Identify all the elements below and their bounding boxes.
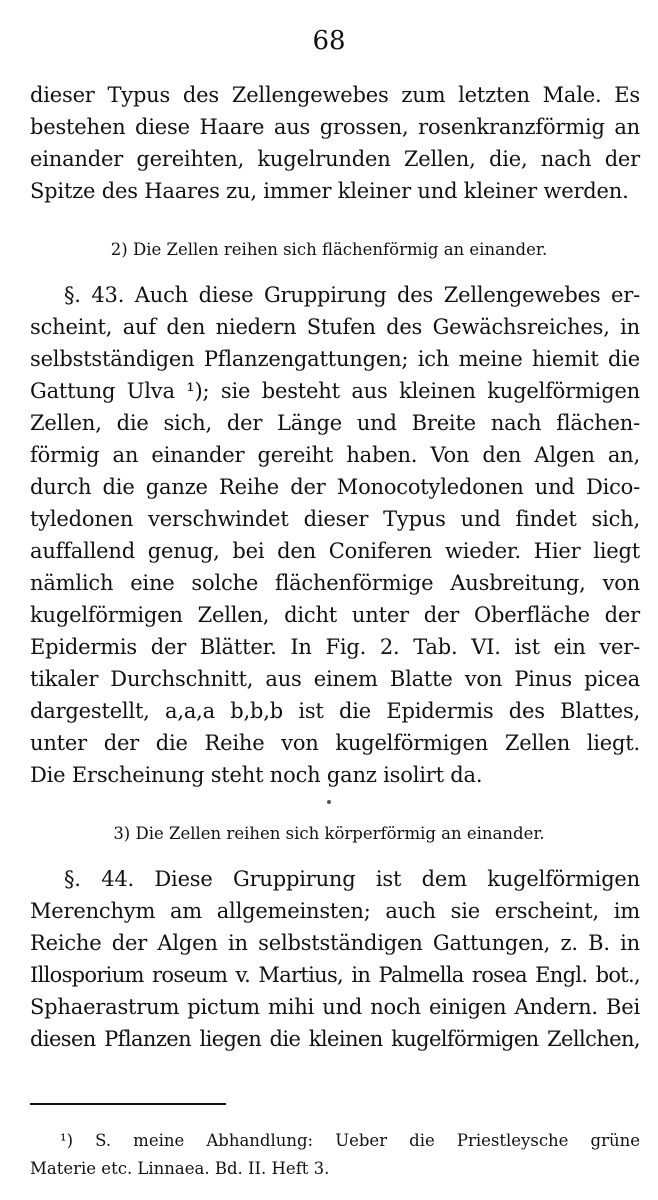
text-line: Merenchym am allgemeinsten; auch sie erscheint, im <box>30 899 640 923</box>
text-line: Reiche der Algen in selbstständigen Gattungen, z. B. in <box>30 931 640 955</box>
text-line: tikaler Durchschnitt, aus einem Blatte von Pinus picea <box>30 667 640 691</box>
text-line: Epidermis der Blätter. In Fig. 2. Tab. VI. ist ein ver- <box>30 635 640 659</box>
text-line: Die Erscheinung steht noch ganz isolirt da. <box>30 763 483 787</box>
text-line: dargestellt, a,a,a b,b,b ist die Epidermis des Blattes, <box>30 699 640 723</box>
text-line: Spitze des Haares zu, immer kleiner und kleiner werden. <box>30 179 629 203</box>
text-line: selbstständigen Pflanzengattungen; ich meine hiemit die <box>30 347 640 371</box>
text-line: unter der die Reihe von kugelförmigen Zellen liegt. <box>30 731 640 755</box>
footnote-line: ¹) S. meine Abhandlung: Ueber die Priestleysche grüne <box>60 1131 640 1150</box>
section-heading-3: 3) Die Zellen reihen sich körperförmig an einander. <box>113 824 545 843</box>
text-line: diesen Pflanzen liegen die kleinen kugelförmigen Zellchen, <box>30 1027 640 1051</box>
text-line: nämlich eine solche flächenförmige Ausbreitung, von <box>30 571 640 595</box>
text-line: tyledonen verschwindet dieser Typus und findet sich, <box>30 507 640 531</box>
text-line: durch die ganze Reihe der Monocotyledonen und Dico- <box>30 475 640 499</box>
text-line: Gattung Ulva ¹); sie besteht aus kleinen kugelförmigen <box>30 379 640 403</box>
ink-speck <box>327 800 331 804</box>
text-line: §. 44. Diese Gruppirung ist dem kugelförmigen <box>64 867 640 891</box>
text-line: Illosporium roseum v. Martius, in Palmella rosea Engl. bot., <box>30 963 640 987</box>
text-line: förmig an einander gereiht haben. Von den Algen an, <box>30 443 640 467</box>
text-line: kugelförmigen Zellen, dicht unter der Oberfläche der <box>30 603 640 627</box>
text-line: dieser Typus des Zellengewebes zum letzten Male. Es <box>30 83 640 107</box>
text-line: Sphaerastrum pictum mihi und noch einigen Andern. Bei <box>30 995 640 1019</box>
footnote-line: Materie etc. Linnaea. Bd. II. Heft 3. <box>30 1159 330 1178</box>
footnote-rule <box>30 1103 226 1105</box>
text-line: auffallend genug, bei den Coniferen wieder. Hier liegt <box>30 539 640 563</box>
section-heading-2: 2) Die Zellen reihen sich flächenförmig an einander. <box>110 240 548 259</box>
text-line: einander gereihten, kugelrunden Zellen, die, nach der <box>30 147 640 171</box>
text-line: Zellen, die sich, der Länge und Breite nach flächen- <box>30 411 640 435</box>
text-line: scheint, auf den niedern Stufen des Gewächsreiches, in <box>30 315 640 339</box>
text-line: bestehen diese Haare aus grossen, rosenkranzförmig an <box>30 115 640 139</box>
text-line: §. 43. Auch diese Gruppirung des Zellengewebes er- <box>64 283 640 307</box>
page-number: 68 <box>312 26 346 56</box>
